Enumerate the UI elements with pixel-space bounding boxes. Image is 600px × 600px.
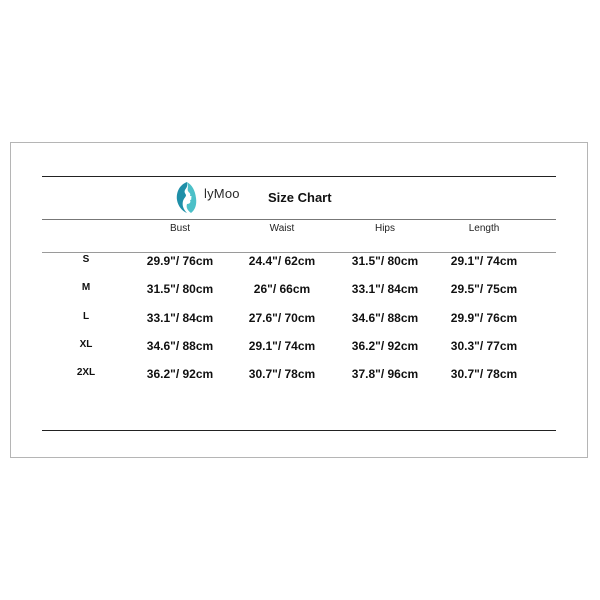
waist-cell: 30.7"/ 78cm	[248, 367, 316, 381]
length-cell: 30.3"/ 77cm	[450, 339, 518, 353]
hips-cell: 37.8"/ 96cm	[351, 367, 419, 381]
waist-cell: 26"/ 66cm	[253, 282, 311, 296]
hips-cell: 34.6"/ 88cm	[351, 311, 419, 325]
size-label: L	[82, 311, 90, 322]
length-cell: 29.5"/ 75cm	[450, 282, 518, 296]
waist-cell: 24.4"/ 62cm	[248, 254, 316, 268]
column-header-rule	[42, 252, 556, 253]
length-cell: 29.9"/ 76cm	[450, 311, 518, 325]
column-header-waist: Waist	[269, 223, 295, 234]
bust-cell: 36.2"/ 92cm	[146, 367, 214, 381]
table-row	[0, 282, 600, 302]
waist-cell: 29.1"/ 74cm	[248, 339, 316, 353]
size-label: M	[81, 282, 91, 293]
face-profile-logo-icon	[174, 181, 198, 214]
page-title: Size Chart	[268, 190, 332, 205]
column-header-length: Length	[468, 223, 500, 234]
size-label: XL	[79, 339, 93, 350]
header-rule	[42, 219, 556, 220]
hips-cell: 33.1"/ 84cm	[351, 282, 419, 296]
bust-cell: 29.9"/ 76cm	[146, 254, 214, 268]
table-row	[0, 367, 600, 387]
hips-cell: 36.2"/ 92cm	[351, 339, 419, 353]
size-label: 2XL	[76, 367, 96, 378]
bottom-rule	[42, 430, 556, 431]
brand-name: lyMoo	[204, 186, 240, 201]
bust-cell: 33.1"/ 84cm	[146, 311, 214, 325]
table-row	[0, 311, 600, 331]
column-header-bust: Bust	[169, 223, 191, 234]
bust-cell: 34.6"/ 88cm	[146, 339, 214, 353]
hips-cell: 31.5"/ 80cm	[351, 254, 419, 268]
size-label: S	[82, 254, 90, 265]
table-row	[0, 339, 600, 359]
waist-cell: 27.6"/ 70cm	[248, 311, 316, 325]
length-cell: 30.7"/ 78cm	[450, 367, 518, 381]
column-header-hips: Hips	[374, 223, 396, 234]
length-cell: 29.1"/ 74cm	[450, 254, 518, 268]
top-rule	[42, 176, 556, 177]
table-row	[0, 254, 600, 274]
bust-cell: 31.5"/ 80cm	[146, 282, 214, 296]
